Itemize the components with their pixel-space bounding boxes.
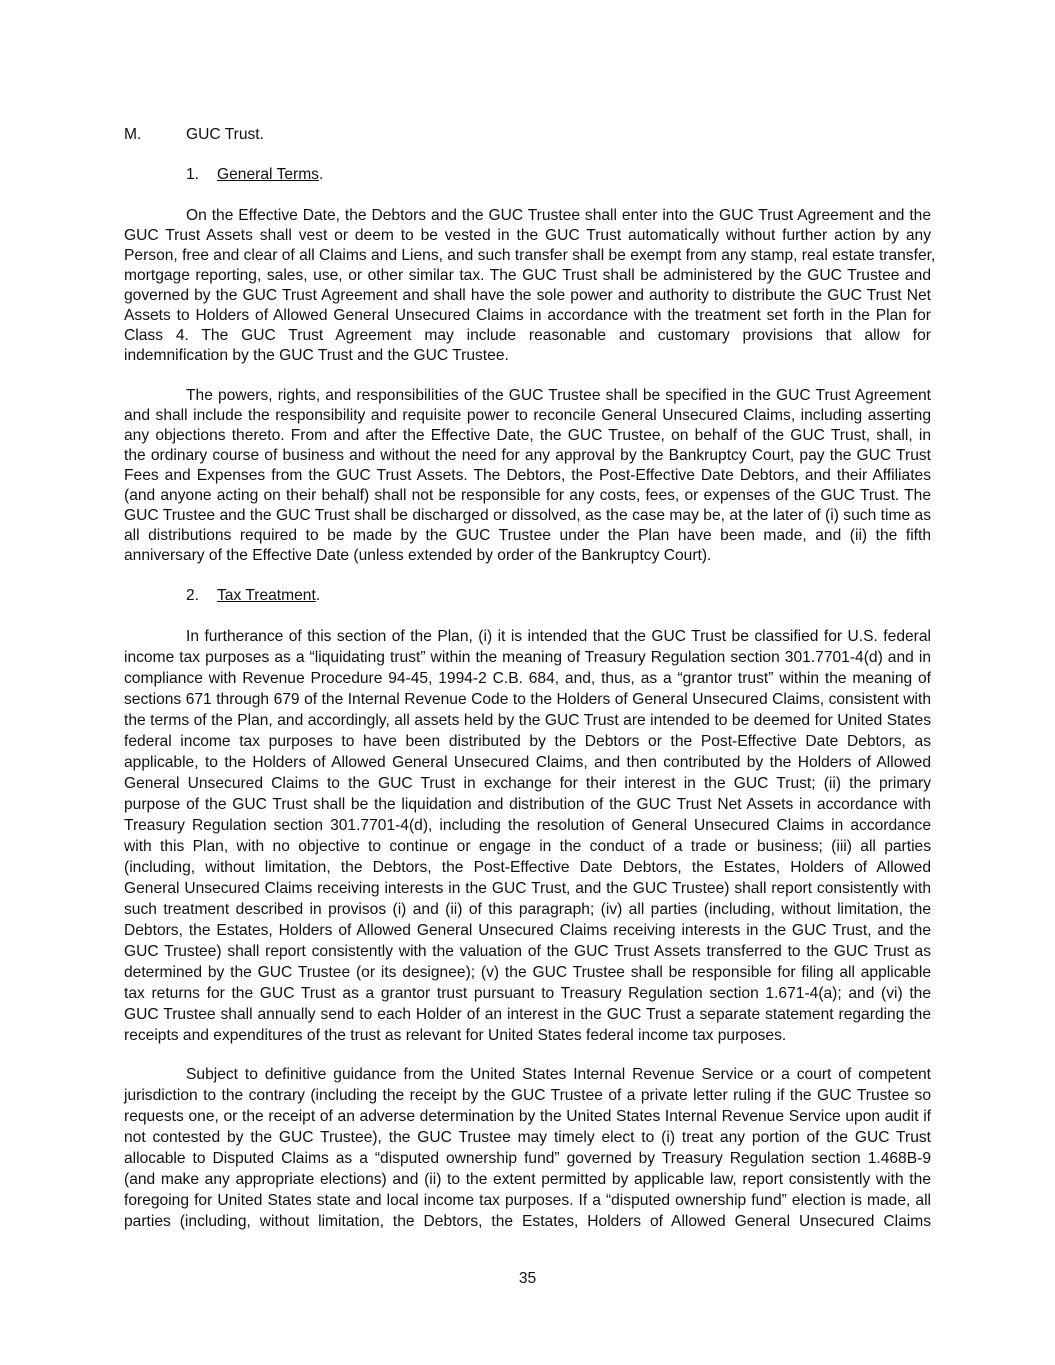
- section-title: GUC Trust.: [186, 126, 264, 143]
- text-line: (and make any appropriate elections) and (ii) to the extent permitted by applicable law, report consistently with the: [124, 1171, 931, 1188]
- subsection-1-punct: .: [318, 166, 324, 183]
- text-line: General Unsecured Claims receiving interests in the GUC Trust, and the GUC Trustee) shall report consistently with: [124, 880, 931, 897]
- text-line: the terms of the Plan, and accordingly, all assets held by the GUC Trust are intended to be deemed for United States: [124, 712, 931, 729]
- text-line: receipts and expenditures of the trust as relevant for United States federal income tax purposes.: [124, 1027, 787, 1044]
- subsection-1-number: 1.: [186, 166, 200, 183]
- text-line: Assets to Holders of Allowed General Unsecured Claims in accordance with the treatment set forth in the Plan for: [124, 307, 931, 324]
- text-line: requests one, or the receipt of an adverse determination by the United States Internal Revenue Service upon audit if: [124, 1108, 931, 1125]
- text-line: Person, free and clear of all Claims and Liens, and such transfer shall be exempt from any stamp, real estate transfer,: [124, 247, 936, 264]
- text-line: mortgage reporting, sales, use, or other similar tax. The GUC Trust shall be administered by the GUC Trustee and: [124, 267, 931, 284]
- text-line: any objections thereto. From and after the Effective Date, the GUC Trustee, on behalf of the GUC Trust, shall, in: [124, 427, 931, 444]
- text-line: determined by the GUC Trustee (or its designee); (v) the GUC Trustee shall be responsible for filing all applicable: [124, 964, 931, 981]
- text-line: The powers, rights, and responsibilities of the GUC Trustee shall be specified in the GUC Trust Agreement: [186, 387, 931, 404]
- text-line: parties (including, without limitation, the Debtors, the Estates, Holders of Allowed General Unsecured Claims: [124, 1213, 931, 1230]
- text-line: On the Effective Date, the Debtors and the GUC Trustee shall enter into the GUC Trust Agreement and the: [186, 207, 931, 224]
- text-line: Fees and Expenses from the GUC Trust Assets. The Debtors, the Post-Effective Date Debtors, and their Affiliates: [124, 467, 931, 484]
- subsection-1-title: General Terms: [217, 166, 319, 183]
- text-line: allocable to Disputed Claims as a “disputed ownership fund” governed by Treasury Regulation section 1.468B-9: [124, 1150, 931, 1167]
- text-line: the ordinary course of business and without the need for any approval by the Bankruptcy Court, pay the GUC Trust: [124, 447, 931, 464]
- page-number: 35: [518, 1270, 537, 1287]
- text-line: Debtors, the Estates, Holders of Allowed General Unsecured Claims receiving interests in the GUC Trust, and the: [124, 922, 931, 939]
- text-line: tax returns for the GUC Trust as a grantor trust pursuant to Treasury Regulation section 1.671-4(a); and (vi) the: [124, 985, 931, 1002]
- text-line: applicable, to the Holders of Allowed General Unsecured Claims, and then contributed by the Holders of Allowed: [124, 754, 931, 771]
- text-line: income tax purposes as a “liquidating trust” within the meaning of Treasury Regulation section 301.7701-4(d) and in: [124, 649, 931, 666]
- text-line: and shall include the responsibility and requisite power to reconcile General Unsecured Claims, including asserting: [124, 407, 931, 424]
- text-line: indemnification by the GUC Trust and the GUC Trustee.: [124, 347, 509, 364]
- text-line: In furtherance of this section of the Plan, (i) it is intended that the GUC Trust be classified for U.S. federal: [186, 628, 931, 645]
- subsection-2-title: Tax Treatment: [217, 587, 316, 604]
- section-letter: M.: [124, 126, 142, 143]
- text-line: jurisdiction to the contrary (including the receipt by the GUC Trustee of a private letter ruling if the GUC Trustee so: [124, 1087, 931, 1104]
- text-line: Class 4. The GUC Trust Agreement may include reasonable and customary provisions that allow for: [124, 327, 931, 344]
- text-line: such treatment described in provisos (i) and (ii) of this paragraph; (iv) all parties (including, without limitation, the: [124, 901, 931, 918]
- text-line: sections 671 through 679 of the Internal Revenue Code to the Holders of General Unsecured Claims, consistent with: [124, 691, 931, 708]
- text-line: GUC Trustee) shall report consistently with the valuation of the GUC Trust Assets transferred to the GUC Trust as: [124, 943, 931, 960]
- text-line: governed by the GUC Trust Agreement and shall have the sole power and authority to distribute the GUC Trust Net: [124, 287, 931, 304]
- text-line: GUC Trustee and the GUC Trust shall be discharged or dissolved, as the case may be, at the later of (i) such time as: [124, 507, 931, 524]
- text-line: not contested by the GUC Trustee), the GUC Trustee may timely elect to (i) treat any portion of the GUC Trust: [124, 1129, 931, 1146]
- text-line: with this Plan, with no objective to continue or engage in the conduct of a trade or business; (iii) all parties: [124, 838, 931, 855]
- text-line: General Unsecured Claims to the GUC Trust in exchange for their interest in the GUC Trust; (ii) the primary: [124, 775, 931, 792]
- text-line: Subject to definitive guidance from the United States Internal Revenue Service or a court of competent: [186, 1066, 931, 1083]
- subsection-2-heading: [217, 585, 320, 606]
- text-line: federal income tax purposes to have been distributed by the Debtors or the Post-Effective Date Debtors, as: [124, 733, 931, 750]
- subsection-1-heading: [217, 164, 323, 185]
- text-line: all distributions required to be made by the GUC Trustee under the Plan have been made, and (ii) the fifth: [124, 527, 931, 544]
- text-line: compliance with Revenue Procedure 94-45, 1994-2 C.B. 684, and, thus, as a “grantor trust” within the meaning of: [124, 670, 931, 687]
- text-line: (and anyone acting on their behalf) shall not be responsible for any costs, fees, or expenses of the GUC Trust. The: [124, 487, 931, 504]
- text-line: foregoing for United States state and local income tax purposes. If a “disputed ownership fund” election is made, all: [124, 1192, 931, 1209]
- text-line: GUC Trustee shall annually send to each Holder of an interest in the GUC Trust a separate statement regarding the: [124, 1006, 931, 1023]
- subsection-2-number: 2.: [186, 587, 200, 604]
- text-line: Treasury Regulation section 301.7701-4(d), including the resolution of General Unsecured Claims in accordance: [124, 817, 931, 834]
- text-line: (including, without limitation, the Debtors, the Post-Effective Date Debtors, the Estates, Holders of Allowed: [124, 859, 931, 876]
- text-line: GUC Trust Assets shall vest or deem to be vested in the GUC Trust automatically without further action by any: [124, 227, 931, 244]
- subsection-2-punct: .: [315, 587, 321, 604]
- text-line: purpose of the GUC Trust shall be the liquidation and distribution of the GUC Trust Net Assets in accordance with: [124, 796, 931, 813]
- text-line: anniversary of the Effective Date (unless extended by order of the Bankruptcy Court).: [124, 547, 712, 564]
